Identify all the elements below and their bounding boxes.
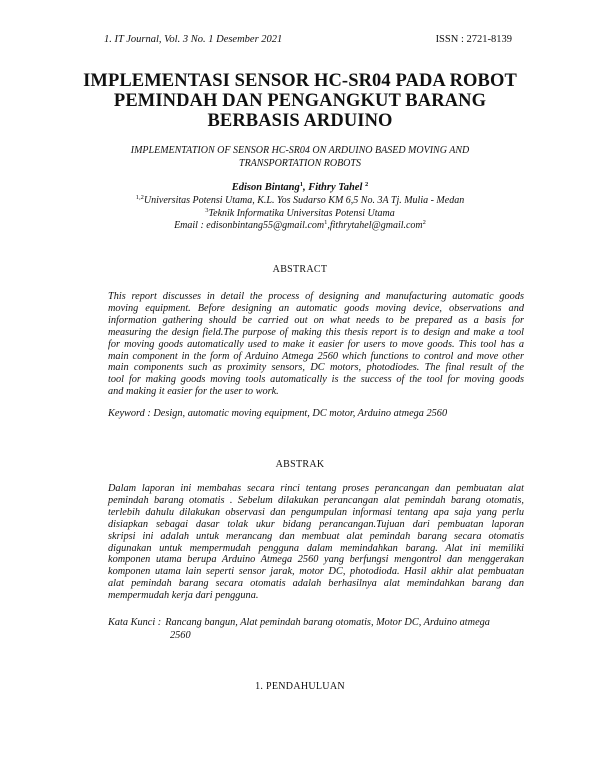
subtitle-line: IMPLEMENTATION OF SENSOR HC-SR04 ON ARDUINO BASED MOVING AND — [130, 145, 470, 156]
abstract-line: tool for making goods moving tools automatically is the success of the tool for moving goods — [108, 374, 524, 386]
affiliation-line — [60, 207, 540, 219]
email-superscript: 1 — [324, 219, 328, 226]
keywords: Keyword : Design, automatic moving equipment, DC motor, Arduino atmega 2560 — [108, 408, 448, 419]
title-line: PEMINDAH DAN PENGANGKUT BARANG — [113, 91, 487, 111]
abstrak-line: skripsi ini adalah untuk merancang dan membuat alat pemindah barang secara otomatis — [108, 530, 524, 542]
paper-title — [60, 71, 540, 131]
abstrak-line: mempermudah kerja dari pengguna. — [108, 590, 259, 602]
kata-kunci-value: Rancang bangun, Alat pemindah barang otomatis, Motor DC, Arduino atmega — [165, 617, 490, 628]
abstract-body — [108, 291, 524, 398]
email-line — [60, 219, 540, 231]
abstract-line: information gathering should be carried out on what needs to be prepared as a basis for — [108, 314, 524, 326]
affiliation-text: Teknik Informatika Universitas Potensi Utama — [208, 208, 395, 219]
abstrak-line: Dalam laporan ini membahas secara rinci tentang proses perancangan dan pembuatan alat — [108, 483, 524, 494]
title-line: IMPLEMENTASI SENSOR HC-SR04 PADA ROBOT — [83, 71, 517, 91]
abstract-line: for moving goods automatically used to make it easier for users to move goods. This tool has a — [108, 338, 524, 350]
email-superscript: 2 — [422, 219, 426, 226]
kata-kunci-label: Kata Kunci : — [108, 617, 162, 628]
abstrak-line: komponen utama lain seperti sensor jarak, motor DC, photodioda. Hasil akhir alat pembuatan — [108, 566, 524, 578]
author-superscript: 1 — [299, 181, 303, 188]
running-header — [104, 34, 512, 45]
affiliation-superscript: 3 — [205, 207, 209, 214]
abstrak-line: alat pemindah barang secara otomatis adalah berhasilnya alat memindahkan barang dan — [108, 578, 524, 590]
email-text: Email : edisonbintang55@gmail.com — [174, 220, 325, 231]
abstrak-line: komponen utama berupa Arduino Atmega 2560 yang berfungsi mengontrol dan menggerakan — [108, 554, 524, 566]
abstract-line: This report discusses in detail the process of designing and manufacturing automatic goods — [108, 291, 524, 302]
abstract-line: main component in the form of Arduino Atmega 2560 which functions to control and move other — [108, 350, 524, 362]
subtitle-line: TRANSPORTATION ROBOTS — [239, 157, 361, 169]
author-list — [80, 181, 520, 193]
email-text: ,fithrytahel@gmail.com — [327, 220, 423, 231]
abstract-line: measuring the design field.The purpose of making this thesis report is to design and make a tool — [108, 326, 524, 338]
abstract-line: main components such as proximity sensors, DC motors, photodiodes. The final result of the — [108, 362, 524, 374]
title-line: BERBASIS ARDUINO — [207, 111, 393, 131]
journal-citation: 1. IT Journal, Vol. 3 No. 1 Desember 2021 — [104, 34, 283, 45]
author-separator: , — [302, 182, 309, 193]
affiliation-text: Universitas Potensi Utama, K.L. Yos Sudarso KM 6,5 No. 3A Tj. Mulia - Medan — [143, 195, 465, 206]
abstrak-line: pemindah barang otomatis . Sebelum dilakukan perancangan alat pemindah barang otomatis, — [108, 494, 524, 506]
english-title — [80, 145, 520, 170]
abstrak-heading: ABSTRAK — [275, 459, 325, 470]
kata-kunci-continuation: 2560 — [170, 629, 191, 641]
abstrak-body — [108, 483, 524, 602]
abstrak-line: disiapkan sebagai dasar tolak ukur bidang perancangan.Tujuan dari pembuatan laporan — [108, 518, 524, 530]
abstract-line: and making it easier for the user to work. — [108, 386, 279, 398]
affiliation-line — [60, 194, 540, 206]
kata-kunci — [108, 617, 524, 642]
abstract-line: moving equipment. Before designing an automatic goods moving device, observations and — [108, 302, 524, 314]
abstract-heading: ABSTRACT — [272, 264, 328, 275]
issn-number: ISSN : 2721-8139 — [435, 34, 512, 45]
author-name: Fithry Tahel — [308, 182, 363, 193]
section-heading: 1. PENDAHULUAN — [255, 681, 345, 692]
affiliation-superscript: 1,2 — [135, 194, 144, 201]
abstrak-line: terlebih dahulu dilakukan observasi dan pengumpulan informasi tentang apa saja yang perlu — [108, 506, 524, 518]
author-superscript: 2 — [365, 181, 369, 188]
author-name: Edison Bintang — [231, 182, 300, 193]
abstrak-line: digunakan untuk mempermudah pengguna dalam memindahkan barang. Alat ini memiliki — [108, 542, 524, 554]
